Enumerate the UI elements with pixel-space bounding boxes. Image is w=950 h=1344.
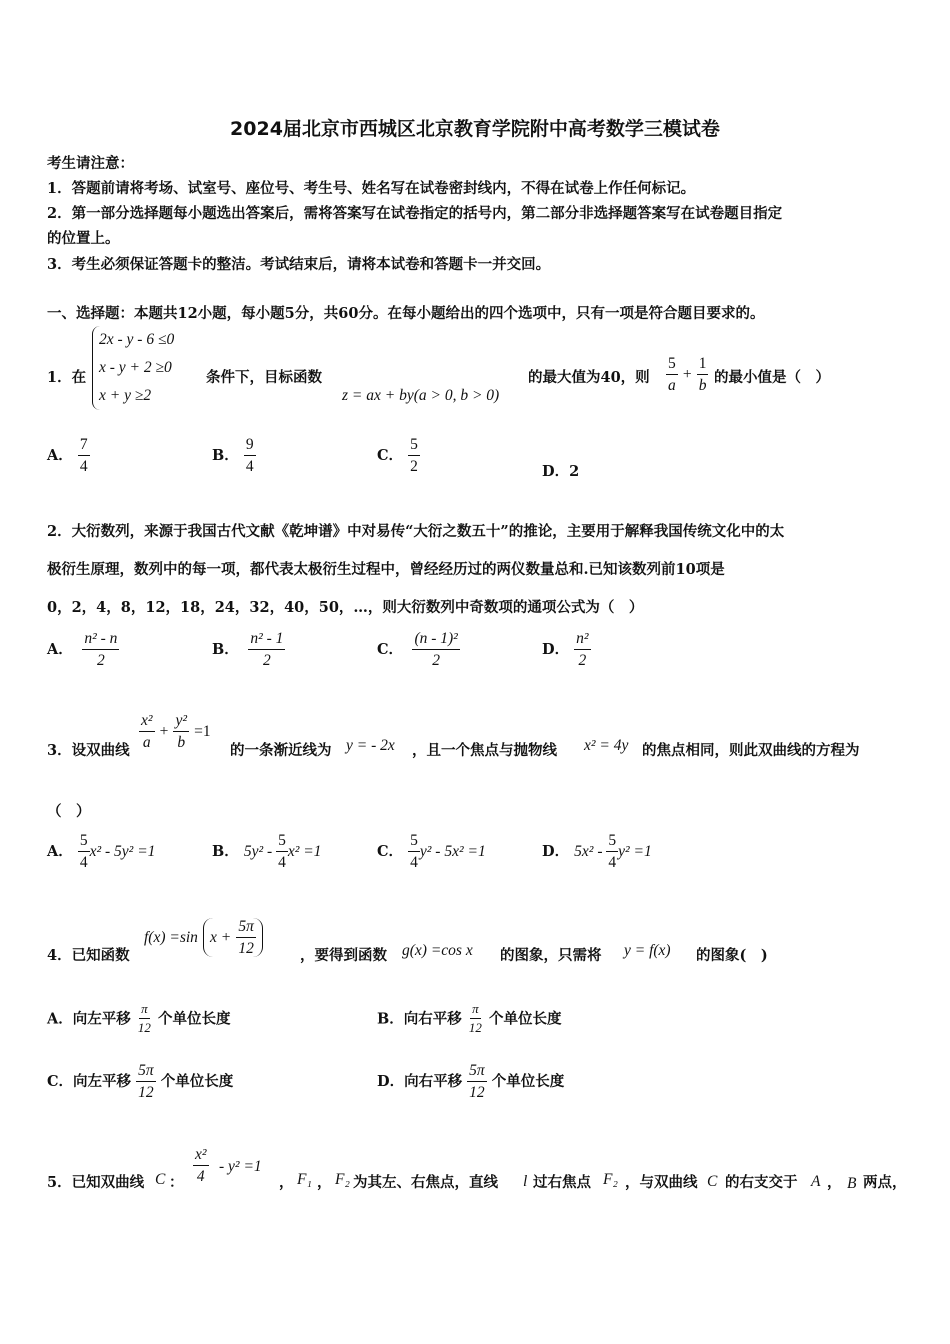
q2-option-b[interactable]: B． $\frac{\text{n² - 1}}{2}$ (212, 630, 284, 670)
q3-text: 的焦点相同，则此双曲线的方程为 (642, 742, 860, 759)
q2-line: 0，2，4，8，12，18，24，32，40，50，…，则大衍数列中奇数项的通项公式为（ ） (47, 599, 644, 616)
q2-option-d[interactable]: D． $\frac{\text{n²}}{2}$ (542, 630, 589, 670)
q5-stem: 5．已知双曲线 C ： $\frac{\text{x²}}{4}$ - y² =1 ， F₁ ， F₂ 为其左、右焦点，直线 l 过右焦点 F₂ ，与双曲线 C 的右支交于 A ， B 两点， (47, 1146, 907, 1192)
q4-option-c[interactable]: C．向左平移 $\frac{5\pi}{12}$ 个单位长度 (47, 1062, 234, 1102)
notice-item: 3．考生必须保证答题卡的整洁。考试结束后，请将本试卷和答题卡一并交回。 (47, 256, 551, 273)
q2-option-a[interactable]: A． $\frac{\text{n² - n}}{2}$ (47, 630, 118, 670)
section-heading: 一、选择题：本题共12小题，每小题5分，共60分。在每小题给出的四个选项中，只有一项是符合题目要求的。 (47, 305, 765, 322)
q3-answer-paren: （ ） (47, 803, 91, 820)
q1-constraint-system (92, 326, 174, 410)
notice-item: 2．第一部分选择题每小题选出答案后，需将答案写在试卷指定的括号内，第二部分非选择题答案写在试卷题目指定 (47, 205, 783, 222)
q4-function-y: y = f(x) (624, 942, 671, 959)
q1-mid-text: 条件下，目标函数 (206, 369, 322, 386)
q1-option-b[interactable]: B． $\frac{9}{4}$ (212, 436, 254, 476)
q1-constraint: x - y + 2 ≥0 (99, 359, 172, 376)
q4-prefix: 4．已知函数 (47, 947, 130, 964)
q1-option-c[interactable]: C． $\frac{5}{2}$ (377, 436, 418, 476)
q2-option-c[interactable]: C． $\frac{\text{(n - 1)²}}{2}$ (377, 630, 458, 670)
q3-asymptote: y = - 2x (346, 737, 395, 754)
q4-text: 的图象，只需将 (500, 947, 602, 964)
q3-option-b[interactable]: B． 5y² - $\frac{5}{4}$ x² =1 (212, 832, 322, 872)
notice-item: 的位置上。 (47, 230, 120, 247)
q3-hyperbola-equation: $\frac{\text{x²}}{a}$ + $\frac{\text{y²}}{b}$ =1 (141, 712, 211, 752)
q1-fraction: $\frac{5}{a}$ (668, 355, 676, 395)
q3-prefix: 3．设双曲线 (47, 742, 130, 759)
q3-parabola: x² = 4y (584, 737, 629, 754)
q4-text: ，要得到函数 (300, 947, 387, 964)
q4-option-b[interactable]: B．向右平移 $\frac{\pi}{12}$ 个单位长度 (377, 1001, 562, 1036)
q4-option-a[interactable]: A．向左平移 $\frac{\pi}{12}$ 个单位长度 (47, 1001, 231, 1036)
q2-line: 2．大衍数列，来源于我国古代文献《乾坤谱》中对易传“大衍之数五十”的推论，主要用于解释我国传统文化中的太 (47, 523, 785, 540)
notice-heading: 考生请注意： (47, 155, 134, 172)
q4-option-d[interactable]: D．向右平移 $\frac{5\pi}{12}$ 个单位长度 (377, 1062, 565, 1102)
q1-expression: $\frac{5}{a}$ + $\frac{1}{b}$ (668, 355, 707, 395)
q1-tail2: 的最小值是（ ） (714, 369, 830, 386)
notice-item: 1．答题前请将考场、试室号、座位号、考生号、姓名写在试卷密封线内，不得在试卷上作任何标记。 (47, 180, 696, 197)
q2-line: 极衍生原理，数列中的每一项，都代表太极衍生过程中，曾经经历过的两仪数量总和.已知该数列前10项是 (47, 561, 725, 578)
q4-text: 的图象( ) (696, 947, 768, 964)
q1-constraint: x + y ≥2 (99, 387, 152, 404)
q3-text: ，且一个焦点与抛物线 (412, 742, 557, 759)
q1-tail1: 的最大值为40，则 (528, 369, 650, 386)
q1-prefix: 1．在 (47, 369, 87, 386)
q1-constraint: 2x - y - 6 ≤0 (99, 331, 175, 348)
q4-function-g: g(x) =cos x (402, 942, 473, 959)
q1-objective: z = ax + by(a > 0, b > 0) (342, 387, 500, 404)
q1-fraction: $\frac{1}{b}$ (698, 355, 707, 395)
q1-option-d[interactable]: D．2 (542, 463, 580, 480)
q3-option-a[interactable]: A． $\frac{5}{4}$ x² - 5y² =1 (47, 832, 156, 872)
page-title: 2024届北京市西城区北京教育学院附中高考数学三模试卷 (230, 118, 720, 140)
q3-text: 的一条渐近线为 (230, 742, 332, 759)
q1-option-a[interactable]: A． $\frac{7}{4}$ (47, 436, 88, 476)
q3-option-c[interactable]: C． $\frac{5}{4}$ y² - 5x² =1 (377, 832, 486, 872)
q3-option-d[interactable]: D． 5x² - $\frac{5}{4}$ y² =1 (542, 832, 652, 872)
q4-function-f: f(x) =sin x + $\frac{5\pi}{12}$ (144, 918, 263, 957)
